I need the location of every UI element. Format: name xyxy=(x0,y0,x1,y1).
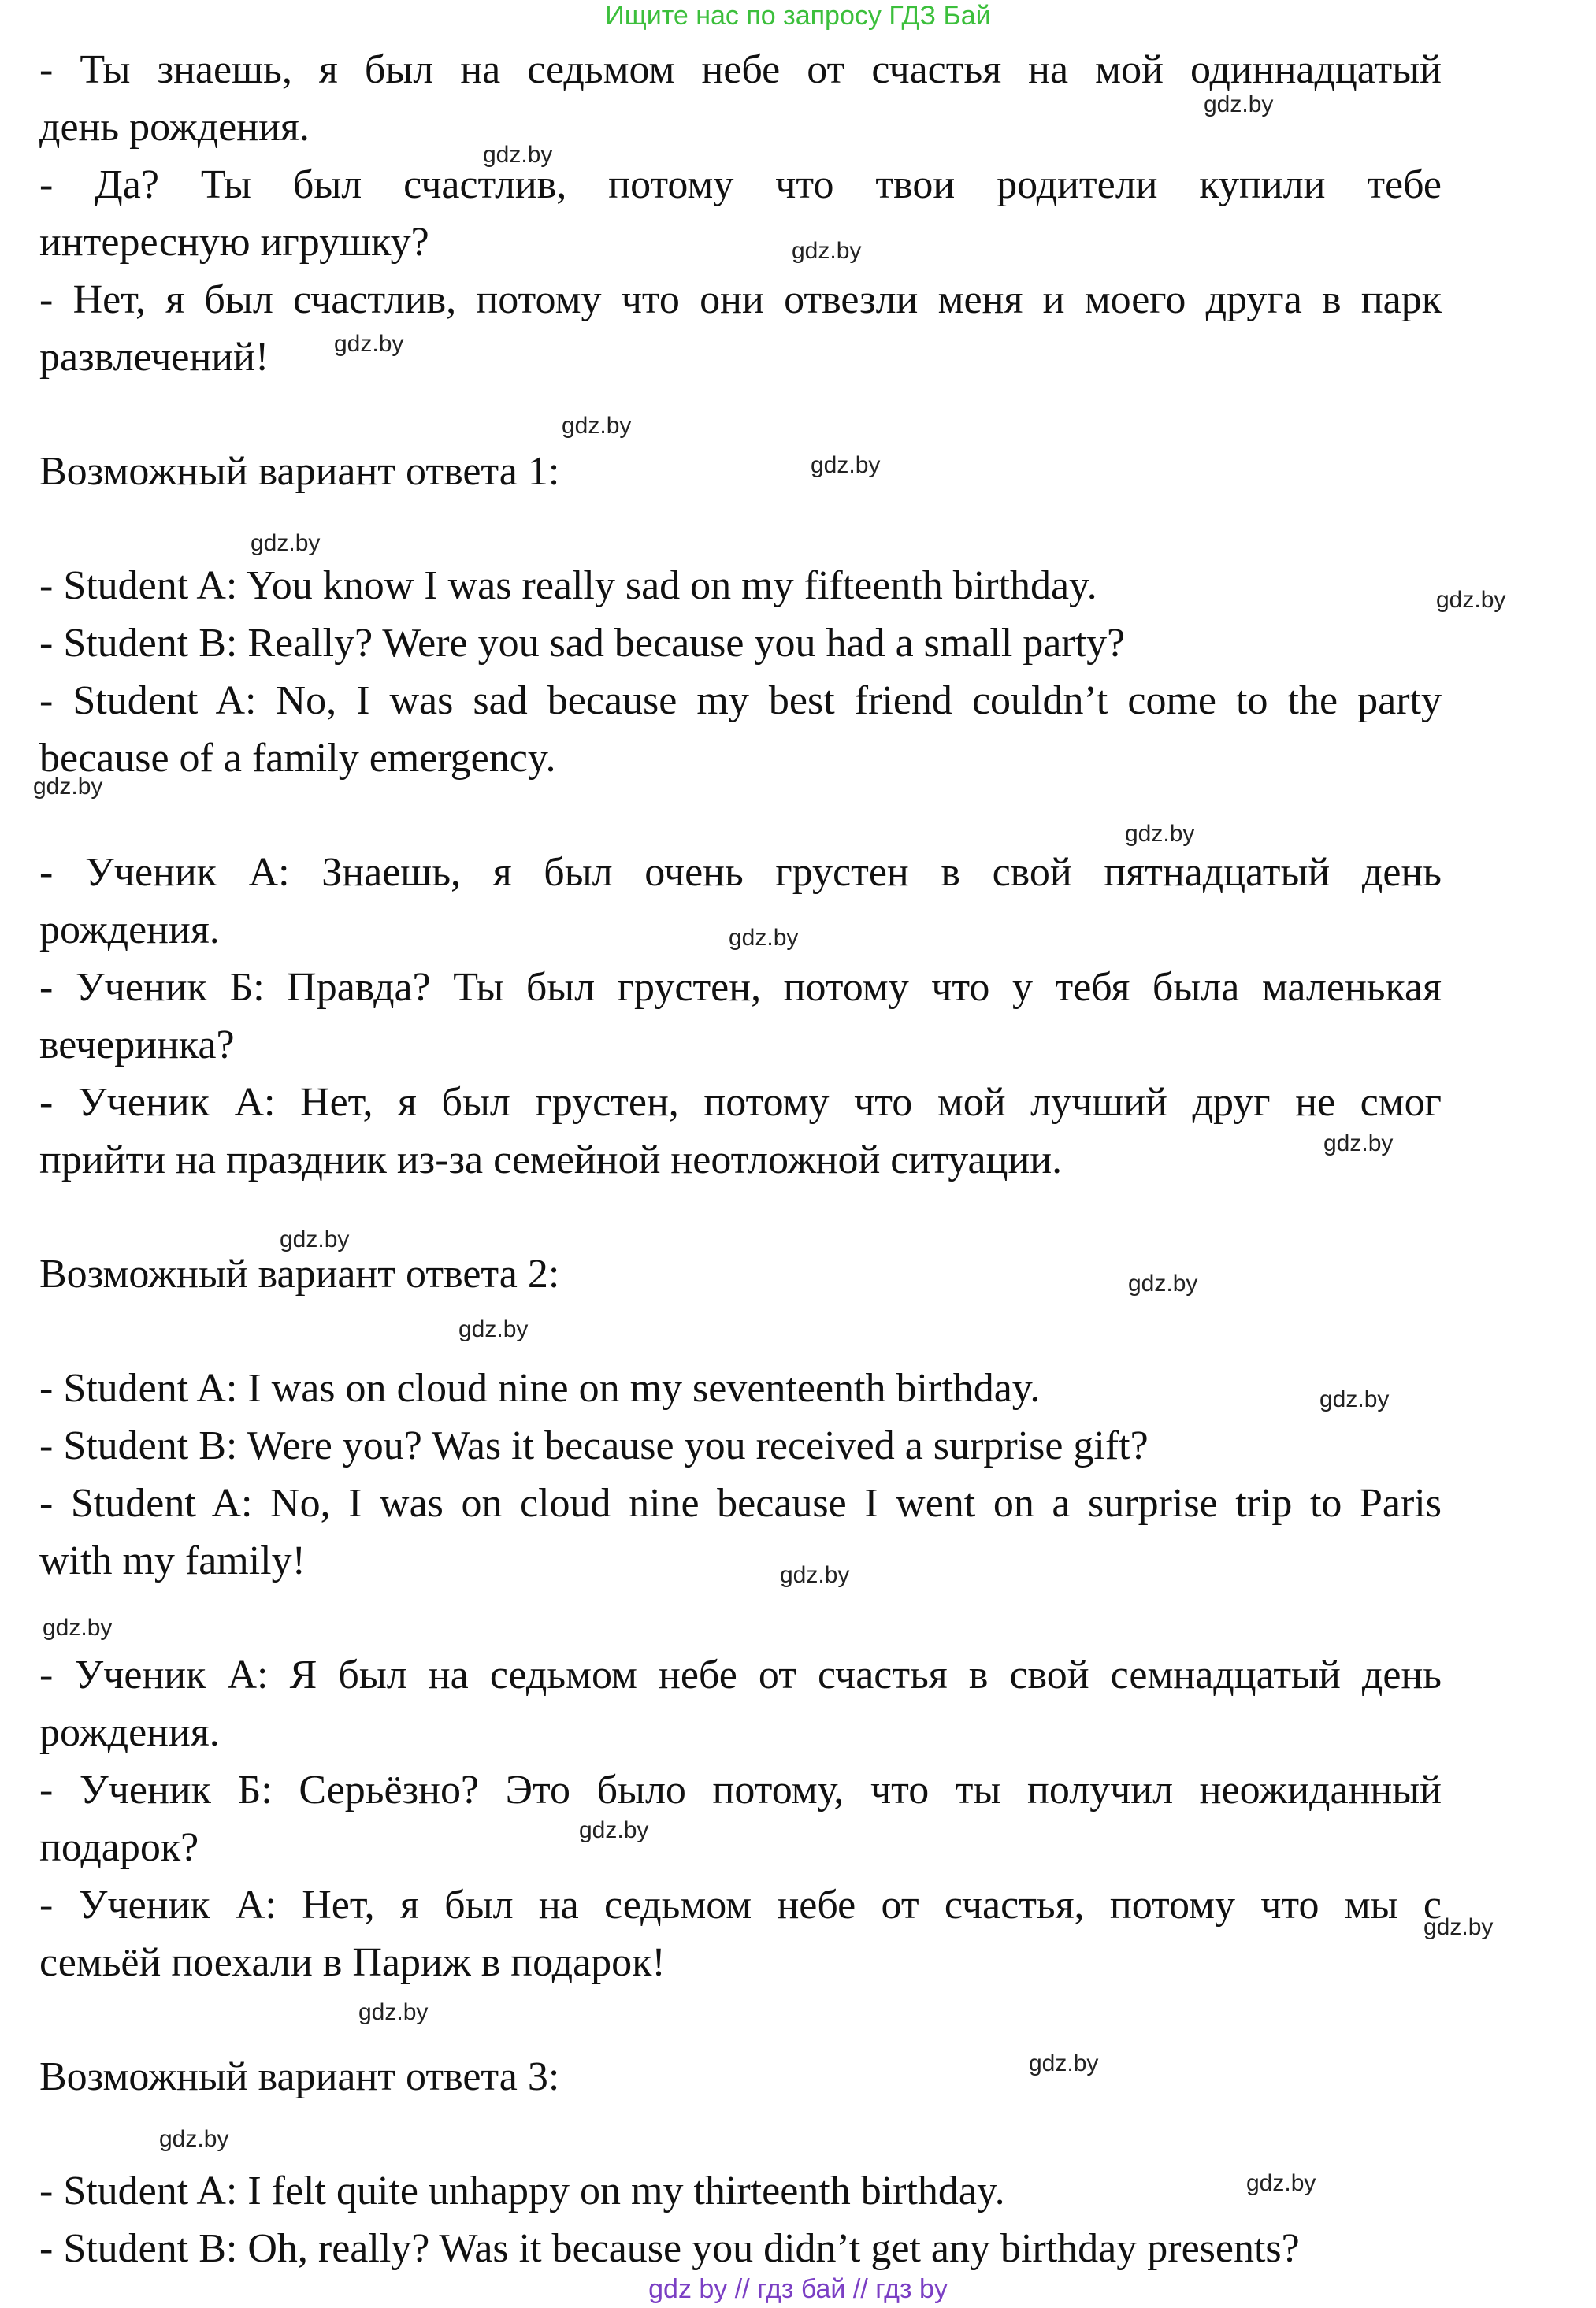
text-line: рождения. xyxy=(39,1710,220,1755)
english-dialogue xyxy=(39,557,1442,787)
text-line: вечеринка? xyxy=(39,1022,235,1067)
text-line: - Student A: No, I was on cloud nine because I went on a surprise trip to Paris xyxy=(39,1481,1442,1526)
watermark-text: gdz.by xyxy=(1436,587,1506,613)
text-line: подарок? xyxy=(39,1825,199,1870)
watermark-text: gdz.by xyxy=(358,1999,429,2025)
watermark-text: gdz.by xyxy=(1128,1271,1198,1297)
text-line: - Ученик Б: Серьёзно? Это было потому, что ты получил неожиданный xyxy=(39,1768,1442,1813)
text-line: - Ученик А: Нет, я был грустен, потому что мой лучший друг не смог xyxy=(39,1080,1442,1125)
watermark-text: gdz.by xyxy=(792,238,862,264)
watermark-text: gdz.by xyxy=(483,142,553,168)
watermark-text: gdz.by xyxy=(1125,821,1195,847)
text-line: развлечений! xyxy=(39,335,269,380)
text-line: - Student B: Oh, really? Was it because you didn’t get any birthday presents? xyxy=(39,2226,1300,2271)
english-dialogue xyxy=(39,1360,1442,1590)
text-line: - Ты знаешь, я был на седьмом небе от счастья на мой одиннадцатый xyxy=(39,47,1442,92)
document-body xyxy=(39,41,1442,2277)
text-line: интересную игрушку? xyxy=(39,220,429,265)
russian-dialogue xyxy=(39,844,1442,1189)
header-banner[interactable]: Ищите нас по запросу ГДЗ Бай xyxy=(605,1,991,31)
variant-heading: Возможный вариант ответа 3: xyxy=(39,2054,560,2099)
watermark-text: gdz.by xyxy=(280,1226,350,1252)
text-line: день рождения. xyxy=(39,105,310,150)
watermark-text: gdz.by xyxy=(1246,2170,1316,2196)
dialogue-line xyxy=(39,156,1442,271)
watermark-text: gdz.by xyxy=(1319,1386,1390,1412)
watermark-text: gdz.by xyxy=(579,1817,649,1843)
english-dialogue xyxy=(39,2162,1442,2277)
watermark-text: gdz.by xyxy=(458,1316,529,1342)
text-line: - Student B: Were you? Was it because you received a surprise gift? xyxy=(39,1423,1149,1468)
watermark-text: gdz.by xyxy=(811,452,881,478)
text-line: рождения. xyxy=(39,907,220,952)
text-line: - Ученик А: Я был на седьмом небе от счастья в свой семнадцатый день xyxy=(39,1653,1442,1698)
watermark-text: gdz.by xyxy=(562,413,632,439)
watermark-text: gdz.by xyxy=(334,331,404,357)
watermark-text: gdz.by xyxy=(780,1562,850,1588)
text-line: because of a family emergency. xyxy=(39,736,556,781)
russian-dialogue xyxy=(39,1646,1442,1991)
text-line: - Student A: You know I was really sad on my fifteenth birthday. xyxy=(39,563,1097,608)
watermark-text: gdz.by xyxy=(1204,91,1274,117)
variant-heading: Возможный вариант ответа 1: xyxy=(39,449,560,494)
watermark-text: gdz.by xyxy=(1323,1130,1394,1156)
text-line: - Student A: No, I was sad because my best friend couldn’t come to the party xyxy=(39,678,1442,723)
watermark-text: gdz.by xyxy=(159,2126,229,2152)
text-line: - Student A: I felt quite unhappy on my thirteenth birthday. xyxy=(39,2169,1005,2213)
text-line: семьёй поехали в Париж в подарок! xyxy=(39,1940,666,1985)
footer-banner[interactable]: gdz by // гдз бай // гдз by xyxy=(648,2274,948,2304)
watermark-text: gdz.by xyxy=(43,1615,113,1641)
text-line: - Ученик Б: Правда? Ты был грустен, потому что у тебя была маленькая xyxy=(39,965,1442,1010)
text-line: - Student A: I was on cloud nine on my seventeenth birthday. xyxy=(39,1366,1041,1411)
text-line: - Нет, я был счастлив, потому что они отвезли меня и моего друга в парк xyxy=(39,277,1442,322)
text-line: - Student B: Really? Were you sad because you had a small party? xyxy=(39,621,1126,666)
text-line: with my family! xyxy=(39,1538,306,1583)
text-line: - Да? Ты был счастлив, потому что твои родители купили тебе xyxy=(39,162,1442,207)
watermark-text: gdz.by xyxy=(251,530,321,556)
variant-heading: Возможный вариант ответа 2: xyxy=(39,1252,560,1297)
dialogue-line xyxy=(39,271,1442,386)
watermark-text: gdz.by xyxy=(1029,2050,1099,2076)
watermark-text: gdz.by xyxy=(729,925,799,951)
text-line: - Ученик А: Знаешь, я был очень грустен в свой пятнадцатый день xyxy=(39,850,1442,895)
watermark-text: gdz.by xyxy=(1423,1914,1494,1940)
watermark-text: gdz.by xyxy=(33,774,103,800)
text-line: - Ученик А: Нет, я был на седьмом небе от счастья, потому что мы с xyxy=(39,1883,1442,1928)
text-line: прийти на праздник из-за семейной неотложной ситуации. xyxy=(39,1137,1063,1182)
